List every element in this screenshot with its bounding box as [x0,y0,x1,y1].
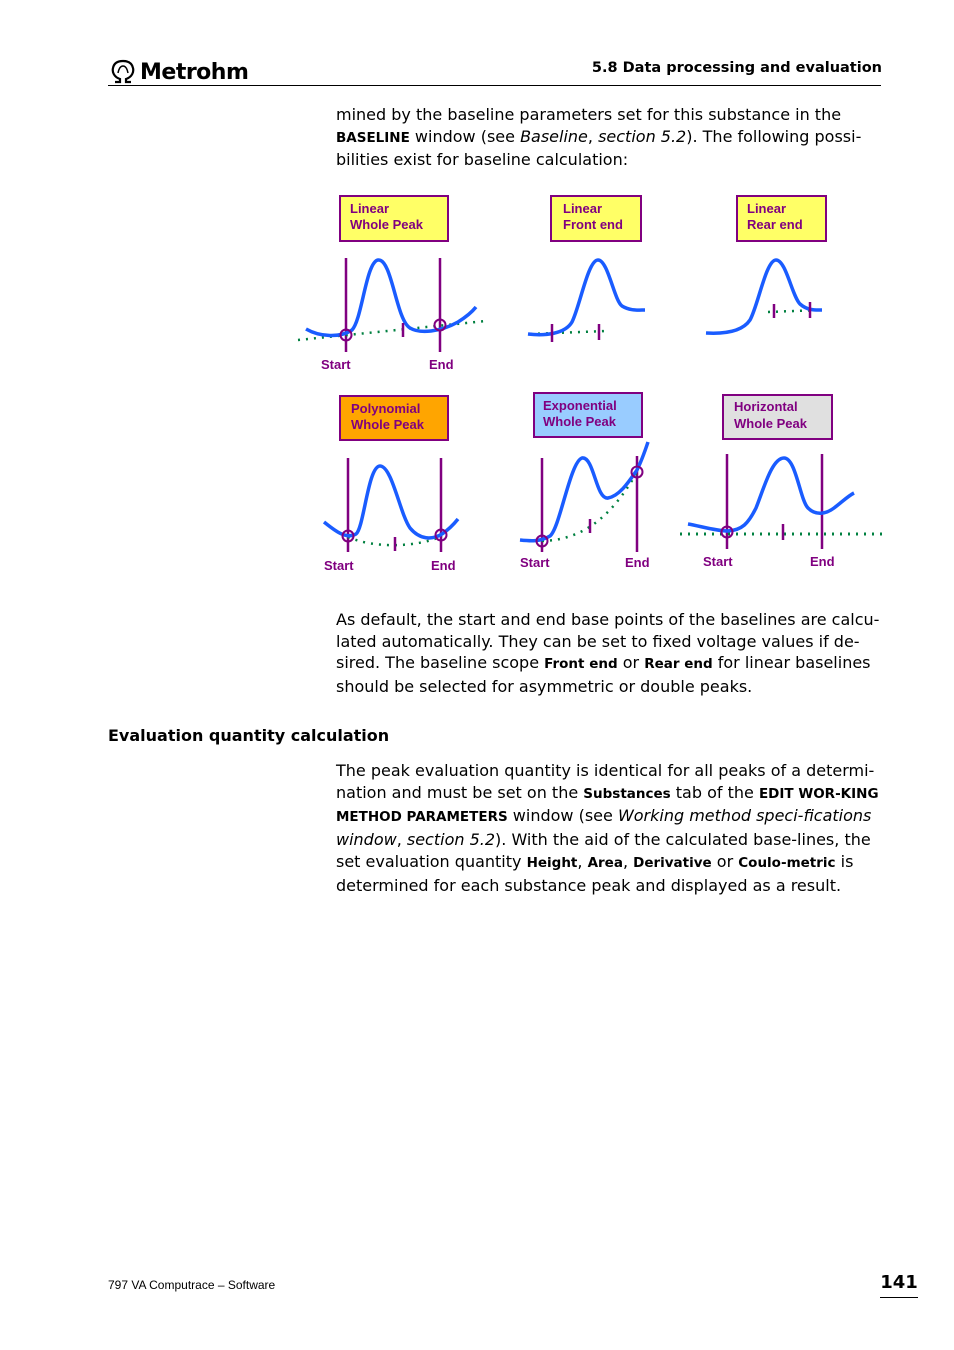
signal-curve [306,260,476,336]
default-baseline-paragraph: As default, the start and end base points of the baselines are calcu-lated automatically. They can be set to fixed voltage values if de-sired. The baseline scope Front end or Rear end for linear baselines should be selected for asymmetric or double peaks. [336,610,880,697]
keyword-edit-working-method: EDIT WOR-KING METHOD PARAMETERS [336,785,879,826]
panel-title-line2: Whole Peak [543,414,616,429]
start-label: Start [520,555,550,570]
panel-title-line2: Rear end [747,217,803,232]
signal-curve [528,260,645,335]
keyword-front-end: Front end [544,656,618,673]
footer-product-name: 797 VA Computrace – Software [108,1278,276,1292]
keyword-substances: Substances [583,785,671,802]
panel-horizontal-whole-peak [680,395,882,569]
panel-title-line2: Whole Peak [734,416,807,431]
panel-polynomial-whole-peak [324,396,458,573]
keyword-rear-end: Rear end [644,656,713,673]
panel-title-line1: Linear [350,201,390,216]
baseline-types-figure [290,190,890,590]
panel-linear-front-end [528,196,645,342]
section-title: 5.8 Data processing and evaluation [591,60,882,76]
panel-title-line2: Whole Peak [350,217,423,232]
header-rule [108,85,881,86]
keyword-height: Height [526,854,578,871]
section-heading: Evaluation quantity calculation [108,726,390,745]
evaluation-quantity-paragraph: The peak evaluation quantity is identical for all peaks of a determi-nation and must be set on the Substances tab of the EDIT WOR-KING METHOD PARAMETERS window (see Working method speci-fications window, section 5.2). With the aid of the calculated base-lines, the set evaluation quantity Height, Area, Derivative or Coulo-metric is determined for each substance peak and displayed as a result. [336,761,879,895]
panel-title-line2: Front end [563,217,623,232]
panel-title-line1: Exponential [543,398,617,413]
panel-linear-whole-peak [298,196,486,372]
end-label: End [625,555,650,570]
keyword-coulometric: Coulo-metric [738,854,836,871]
logo-text: Metrohm [140,59,249,85]
panel-title-line1: Linear [563,201,603,216]
panel-title-line2: Whole Peak [351,417,424,432]
panel-title-line1: Horizontal [734,399,798,414]
metrohm-logo [108,58,248,86]
panel-title-line1: Polynomial [351,401,421,416]
start-label: Start [703,554,733,569]
omega-logo-icon [108,59,138,85]
keyword-area: Area [587,854,623,871]
keyword-derivative: Derivative [633,854,712,871]
panel-title-line1: Linear [747,201,787,216]
panel-linear-rear-end [706,196,826,333]
end-label: End [810,554,835,569]
panel-exponential-whole-peak [520,393,650,570]
page-number-rule [880,1297,918,1298]
keyword-baseline: BASELINE [336,129,410,146]
end-label: End [429,357,454,372]
signal-curve [324,466,458,538]
start-label: Start [321,357,351,372]
signal-curve [520,442,648,541]
page-number: 141 [880,1272,918,1293]
signal-curve [688,458,854,531]
intro-paragraph: mined by the baseline parameters set for this substance in the BASELINE window (see Baseline, section 5.2). The following possi-bilities exist for baseline calculation: [336,105,862,170]
signal-curve [706,260,822,333]
end-label: End [431,558,456,573]
start-label: Start [324,558,354,573]
